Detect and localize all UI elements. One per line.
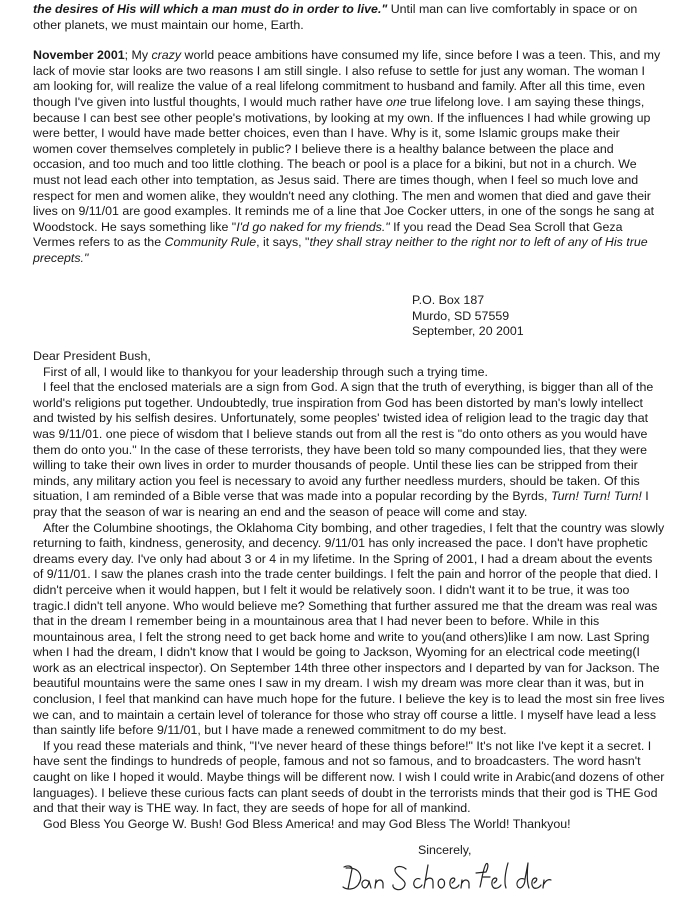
closing: Sincerely,: [418, 843, 472, 857]
address-date: September, 20 2001: [412, 324, 524, 339]
intro-paragraph-1: the desires of His will which a man must do in order to live." Until man can live comfortably in space or on other planets, we must maintain our home, Earth.: [33, 2, 638, 32]
salutation: Dear President Bush,: [33, 349, 151, 363]
letter-paragraph-3: After the Columbine shootings, the Oklahoma City bombing, and other tragedies, I felt that the country was slowly returning to faith, kindness, generosity, and decency. 9/11/01 has only increased the pace. I don't have prophetic dreams every day. I've only had about 3 or 4 in my lifetime. In the Spring of 2001, I had a dream about the events of 9/11/01. I saw the planes crash into the trade center buildings. I felt the pain and horror of the people that died. I didn't perceive when it would happen, but I felt it would be relatively soon. I didn't want it to be true, it was too tragic.I didn't tell anyone. Who would believe me? Something that further assured me that the dream was real was that in the dream I remember being in a mountainous area that I had never been to before. While in this mountainous area, I felt the strong need to get back home and write to you(and others)like I am now. Last Spring when I had the dream, I didn't know that I would be going to Jackson, Wyoming for an electrical code meeting(I work as an electrical inspector). On September 14th three other inspectors and I departed by van for Jackson. The beautiful mountains were the same ones I saw in my dream. I wish my dream was more clear than it was, but in conclusion, I feel that mankind can have much hope for the future. I believe the key is to lead the most sin free lives we can, and to maintain a certain level of tolerance for those who stray off course a little. I myself have lead a less than saintly life before 9/11/01, but I have made a renewed commitment to do my best.: [33, 520, 665, 738]
return-address: [412, 293, 524, 340]
handwritten-signature: [338, 859, 553, 897]
letter-paragraph-2: I feel that the enclosed materials are a sign from God. A sign that the truth of everything, is bigger than all of the world's religions put together. Undoubtedly, true inspiration from God has been distorted by man's lowly intellect and twisted by his selfish desires. Unfortunately, some peoples' twisted idea of religion lead to the tragic day that was 9/11/01. one piece of wisdom that I believe stands out from all the rest is "do onto others as you would have them do onto you." In the case of these terrorists, they have been told so many compounded lies, that they were willing to take their own lives in order to murder thousands of people. Until these lies can be stripped from their minds, any military action you feel is necessary to avoid any further needless murders, should be taken. Of this situation, I am reminded of a Bible verse that was made into a popular recording by the Byrds, Turn! Turn! Turn! I pray that the season of war is nearing an end and the season of peace will come and stay.: [33, 380, 654, 519]
address-line-2: Murdo, SD 57559: [412, 308, 510, 323]
letter-paragraph-5: God Bless You George W. Bush! God Bless America! and may God Bless The World! Thankyou!: [43, 816, 571, 831]
intro-paragraph-2: November 2001; My crazy world peace ambitions have consumed my life, since before I was a teen. This, and my lack of movie star looks are two reasons I am still single. I also refuse to settle for just any woman. The woman I am looking for, will realize the value of a real lifelong commitment to husband and family. After all this time, even though I've given into lustful thoughts, I would much rather have one true lifelong love. I am saying these things, because I can best see other people's motivations, by looking at my own. If the influences I had while growing up were better, I would have made better choices, even than I have. Why is it, some Islamic groups make their women cover themselves completely in public? I believe there is a healthy balance between the place and occasion, and too much and too little clothing. The beach or pool is a place for a bikini, but not in a church. We must not lead each other into temptation, as Jesus said. There are times though, when I feel so much love and respect for men and women alike, they wouldn't need any clothing. The men and women that died and gave their lives on 9/11/01 are good examples. It reminds me of a line that Joe Cocker utters, in one of the songs he sang at Woodstock. He says something like "I'd go naked for my friends." If you read the Dead Sea Scroll that Geza Vermes refers to as the Community Rule, it says, "they shall stray neither to the right nor to left of any of His true precepts.": [33, 48, 661, 265]
letter-body: [33, 349, 665, 832]
letter-paragraph-4: If you read these materials and think, "I've never heard of these things before!" It's not like I've kept it a secret. I have sent the findings to hundreds of people, famous and not so famous, and to broadcasters. The word hasn't caught on like I hoped it would. Maybe things will be different now. I wish I could write in Arabic(and dozens of other languages). I believe these curious facts can plant seeds of doubt in the terrorists minds that their god is THE God and that their way is THE way. In fact, they are seeds of hope for all of mankind.: [33, 738, 665, 816]
address-line-1: P.O. Box 187: [412, 293, 485, 307]
letter-paragraph-1: First of all, I would like to thankyou for your leadership through such a trying time.: [43, 364, 488, 379]
date-heading: November 2001: [33, 48, 125, 63]
intro-text: [33, 2, 663, 267]
